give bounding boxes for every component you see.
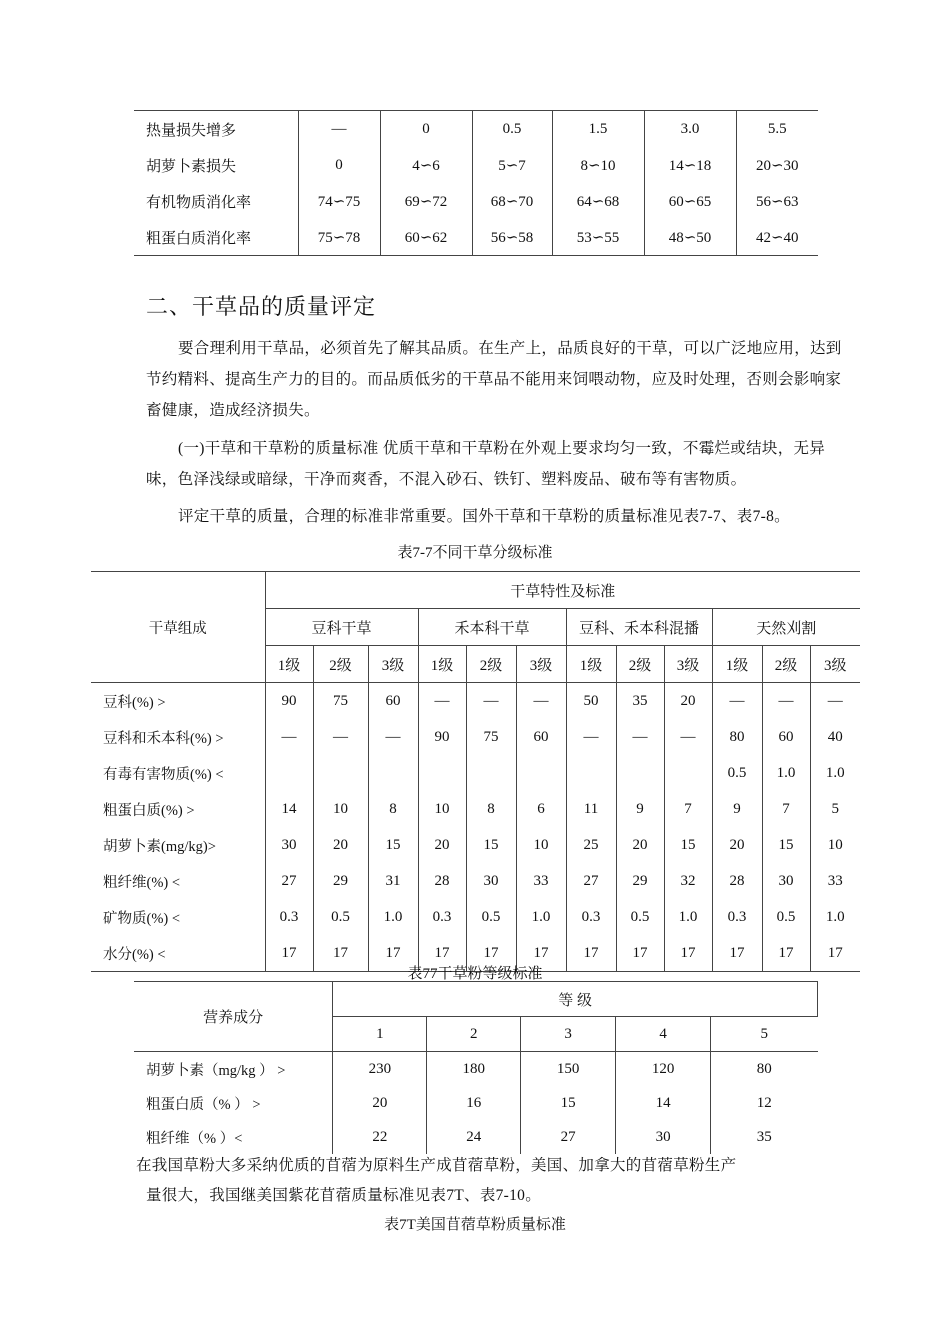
table-cell: 17 xyxy=(616,935,664,972)
table7t-caption: 表7T美国苜蓿草粉质量标准 xyxy=(384,1217,566,1233)
grade-header: 2级 xyxy=(313,646,368,683)
table-cell: 0.3 xyxy=(265,899,313,935)
table-cell: 0.5 xyxy=(466,899,516,935)
table-cell: 10 xyxy=(313,791,368,827)
table-row xyxy=(134,111,818,148)
table-row xyxy=(134,1120,818,1154)
table-cell: 33 xyxy=(516,863,566,899)
table-row xyxy=(134,1052,818,1087)
table-cell: — xyxy=(313,719,368,755)
table-cell: 22 xyxy=(333,1120,427,1154)
table-cell: 15 xyxy=(466,827,516,863)
table-cell: 50 xyxy=(566,683,616,720)
table-cell: 0.5 xyxy=(762,899,810,935)
table-cell: 53∽55 xyxy=(552,219,644,256)
table-cell xyxy=(368,755,418,791)
table-cell: 29 xyxy=(313,863,368,899)
table-cell xyxy=(566,755,616,791)
table-cell: 20 xyxy=(712,827,762,863)
table-cell: — xyxy=(418,683,466,720)
table-cell: 14 xyxy=(265,791,313,827)
table-cell xyxy=(466,755,516,791)
table-cell: 27 xyxy=(521,1120,616,1154)
table-cell: 180 xyxy=(427,1052,521,1087)
table-cell: 60∽62 xyxy=(380,219,472,256)
table-cell: 7 xyxy=(762,791,810,827)
table-cell: — xyxy=(298,111,380,148)
table-cell: 74∽75 xyxy=(298,183,380,219)
table-cell: 5.5 xyxy=(736,111,818,148)
table-cell: 3.0 xyxy=(644,111,736,148)
table-cell: 32 xyxy=(664,863,712,899)
grade-header: 5 xyxy=(711,1017,818,1052)
table-cell: — xyxy=(616,719,664,755)
heat-loss-table xyxy=(134,110,818,256)
table-cell: 64∽68 xyxy=(552,183,644,219)
table-cell: 1.0 xyxy=(810,899,860,935)
table-cell: 7 xyxy=(664,791,712,827)
grade-header: 1级 xyxy=(418,646,466,683)
table-cell: — xyxy=(265,719,313,755)
table-cell: 28 xyxy=(418,863,466,899)
table-cell: 33 xyxy=(810,863,860,899)
table-cell: 28 xyxy=(712,863,762,899)
grade-header: 3级 xyxy=(664,646,712,683)
table-cell: 15 xyxy=(521,1086,616,1120)
table-cell: 90 xyxy=(418,719,466,755)
group-header: 禾本科干草 xyxy=(418,609,566,646)
table-cell: 31 xyxy=(368,863,418,899)
table-cell: 0.5 xyxy=(472,111,552,148)
table-cell: 24 xyxy=(427,1120,521,1154)
grade-header: 3 xyxy=(521,1017,616,1052)
table-cell: 20 xyxy=(313,827,368,863)
table-cell: 90 xyxy=(265,683,313,720)
table-cell: 8 xyxy=(368,791,418,827)
table-cell: — xyxy=(810,683,860,720)
table2-corner: 干草组成 xyxy=(148,620,207,637)
grade-header: 1 xyxy=(333,1017,427,1052)
row-label: 矿物质(%) < xyxy=(103,910,181,927)
table-cell: 75 xyxy=(313,683,368,720)
table-cell: 60 xyxy=(762,719,810,755)
table-cell xyxy=(418,755,466,791)
table-cell: 30 xyxy=(616,1120,711,1154)
table-cell: 80 xyxy=(711,1052,818,1087)
section-heading: 二、干草品的质量评定 xyxy=(146,294,377,319)
table-row xyxy=(134,219,818,256)
table-cell: 8 xyxy=(466,791,516,827)
table2-super-header: 干草特性及标准 xyxy=(265,572,860,609)
closing-line-1: 在我国草粉大多采纳优质的苜蓿为原料生产成苜蓿草粉，美国、加拿大的苜蓿草粉生产 xyxy=(136,1157,737,1174)
table-cell: 10 xyxy=(516,827,566,863)
table-row xyxy=(134,1086,818,1120)
row-label: 有机物质消化率 xyxy=(146,194,252,211)
table-cell: 75∽78 xyxy=(298,219,380,256)
grade-header: 4 xyxy=(616,1017,711,1052)
table3-caption: 表77干草粉等级标准 xyxy=(407,966,543,982)
table-row xyxy=(91,863,860,899)
table-cell: 15 xyxy=(762,827,810,863)
table-cell: 27 xyxy=(265,863,313,899)
group-header: 豆科、禾本科混播 xyxy=(566,609,712,646)
table-cell: 35 xyxy=(711,1120,818,1154)
row-label: 豆科(%) > xyxy=(91,683,265,720)
table3-corner: 营养成分 xyxy=(134,982,333,1052)
table-cell: 4∽6 xyxy=(380,147,472,183)
row-label: 胡萝卜素损失 xyxy=(146,158,237,175)
table-cell: 8∽10 xyxy=(552,147,644,183)
table-cell: 230 xyxy=(333,1052,427,1087)
table-cell: 25 xyxy=(566,827,616,863)
table-cell: 17 xyxy=(368,935,418,972)
table-cell: 0.5 xyxy=(313,899,368,935)
table-row xyxy=(134,183,818,219)
grade-header: 3级 xyxy=(810,646,860,683)
table-cell xyxy=(313,755,368,791)
table-cell: 80 xyxy=(712,719,762,755)
table-cell: 15 xyxy=(664,827,712,863)
table-cell: 17 xyxy=(664,935,712,972)
table-cell: 9 xyxy=(616,791,664,827)
table-cell: 1.0 xyxy=(810,755,860,791)
table-cell: — xyxy=(762,683,810,720)
paragraph-1: 要合理利用干草品，必须首先了解其品质。在生产上，品质良好的干草，可以广泛地应用，达到节约精料、提高生产力的目的。而品质低劣的干草品不能用来饲喂动物，应及时处理，否则会影响家畜健康，造成经济损失。 xyxy=(146,340,842,419)
table-cell: 17 xyxy=(265,935,313,972)
closing-line-2: 量很大，我国继美国紫花苜蓿质量标准见表7T、表7-10。 xyxy=(146,1187,542,1204)
table-row xyxy=(134,147,818,183)
row-label: 粗纤维（% ）< xyxy=(146,1130,243,1147)
hay-powder-grade-table xyxy=(134,981,818,1154)
table-cell: 40 xyxy=(810,719,860,755)
table-cell xyxy=(616,755,664,791)
table-cell: 10 xyxy=(418,791,466,827)
table-cell: 0.5 xyxy=(616,899,664,935)
table-cell: 0.3 xyxy=(712,899,762,935)
table-row xyxy=(91,683,860,720)
table-cell: 35 xyxy=(616,683,664,720)
table-cell: 1.5 xyxy=(552,111,644,148)
table-cell: 5 xyxy=(810,791,860,827)
table-cell: 0.3 xyxy=(418,899,466,935)
table-cell: 0 xyxy=(298,147,380,183)
table-cell: 0.3 xyxy=(566,899,616,935)
table-cell xyxy=(265,755,313,791)
group-header: 天然刈割 xyxy=(712,609,860,646)
table-cell: 14∽18 xyxy=(644,147,736,183)
table2-caption: 表7-7不同干草分级标准 xyxy=(397,545,553,561)
table-cell: 12 xyxy=(711,1086,818,1120)
table-cell: 9 xyxy=(712,791,762,827)
table-cell: 30 xyxy=(762,863,810,899)
table-cell: 75 xyxy=(466,719,516,755)
table-cell: 60 xyxy=(516,719,566,755)
table-row xyxy=(91,827,860,863)
table-cell: 1.0 xyxy=(664,899,712,935)
table-cell: 120 xyxy=(616,1052,711,1087)
grade-header: 1级 xyxy=(712,646,762,683)
table-cell: — xyxy=(368,719,418,755)
table-cell: 17 xyxy=(516,935,566,972)
table-cell: 0.5 xyxy=(712,755,762,791)
grade-header: 1级 xyxy=(566,646,616,683)
table-cell: 30 xyxy=(265,827,313,863)
table-cell: 20 xyxy=(664,683,712,720)
table-cell: 0 xyxy=(380,111,472,148)
table-cell: 29 xyxy=(616,863,664,899)
row-label: 豆科和禾本科(%) > xyxy=(103,730,224,747)
row-label: 粗蛋白质(%) > xyxy=(103,802,195,819)
table-cell: — xyxy=(664,719,712,755)
table-cell: 14 xyxy=(616,1086,711,1120)
table-cell: 17 xyxy=(418,935,466,972)
table-row xyxy=(91,899,860,935)
paragraph-3: 评定干草的质量，合理的标准非常重要。国外干草和干草粉的质量标准见表7-7、表7-8。 xyxy=(178,508,790,525)
grade-header: 3级 xyxy=(368,646,418,683)
row-label: 粗蛋白质（% ） > xyxy=(146,1096,261,1113)
table-cell: 56∽58 xyxy=(472,219,552,256)
table-cell: — xyxy=(712,683,762,720)
row-label: 粗纤维(%) < xyxy=(103,874,181,891)
table-cell xyxy=(664,755,712,791)
table-cell: 17 xyxy=(566,935,616,972)
row-label: 粗蛋白质消化率 xyxy=(146,230,252,247)
grade-header: 2级 xyxy=(616,646,664,683)
table-cell: 1.0 xyxy=(516,899,566,935)
table-cell: 11 xyxy=(566,791,616,827)
table-cell: 20 xyxy=(333,1086,427,1120)
table-cell xyxy=(516,755,566,791)
table-cell: 30 xyxy=(466,863,516,899)
table-cell: 42∽40 xyxy=(736,219,818,256)
table-cell: 17 xyxy=(810,935,860,972)
table-cell: 17 xyxy=(762,935,810,972)
table-cell: 27 xyxy=(566,863,616,899)
table-cell: 17 xyxy=(466,935,516,972)
hay-grading-table xyxy=(91,571,860,972)
table-cell: 15 xyxy=(368,827,418,863)
table-cell: — xyxy=(566,719,616,755)
table-cell: 17 xyxy=(313,935,368,972)
grade-header: 2级 xyxy=(466,646,516,683)
table-cell: 10 xyxy=(810,827,860,863)
group-header: 豆科干草 xyxy=(265,609,418,646)
table3-super-header: 等 级 xyxy=(333,982,818,1017)
table-cell: 60 xyxy=(368,683,418,720)
table-cell: 1.0 xyxy=(762,755,810,791)
table-cell: 20 xyxy=(616,827,664,863)
table-cell: 16 xyxy=(427,1086,521,1120)
table-cell: 56∽63 xyxy=(736,183,818,219)
table-cell: 17 xyxy=(712,935,762,972)
grade-header: 2级 xyxy=(762,646,810,683)
grade-header: 1级 xyxy=(265,646,313,683)
row-label: 胡萝卜素(mg/kg)> xyxy=(103,838,216,855)
paragraph-2: (一)干草和干草粉的质量标准 优质干草和干草粉在外观上要求均匀一致，不霉烂或结块，无异味，色泽浅绿或暗绿，干净而爽香，不混入砂石、铁钉、塑料废品、破布等有害物质。 xyxy=(146,440,826,488)
table-cell: — xyxy=(466,683,516,720)
table-cell: 6 xyxy=(516,791,566,827)
row-label: 热量损失增多 xyxy=(146,122,237,139)
table-cell: 1.0 xyxy=(368,899,418,935)
grade-header: 2 xyxy=(427,1017,521,1052)
row-label: 水分(%) < xyxy=(103,946,166,963)
table-cell: 20∽30 xyxy=(736,147,818,183)
table-cell: 68∽70 xyxy=(472,183,552,219)
table-cell: 60∽65 xyxy=(644,183,736,219)
row-label: 胡萝卜素（mg/kg ） > xyxy=(146,1062,286,1079)
grade-header: 3级 xyxy=(516,646,566,683)
row-label: 有毒有害物质(%) < xyxy=(103,766,224,783)
table-cell: 5∽7 xyxy=(472,147,552,183)
table-cell: — xyxy=(516,683,566,720)
table-cell: 69∽72 xyxy=(380,183,472,219)
table-row xyxy=(91,719,860,755)
table-row xyxy=(91,791,860,827)
table-cell: 20 xyxy=(418,827,466,863)
table-cell: 48∽50 xyxy=(644,219,736,256)
table-cell: 150 xyxy=(521,1052,616,1087)
table-row xyxy=(91,755,860,791)
